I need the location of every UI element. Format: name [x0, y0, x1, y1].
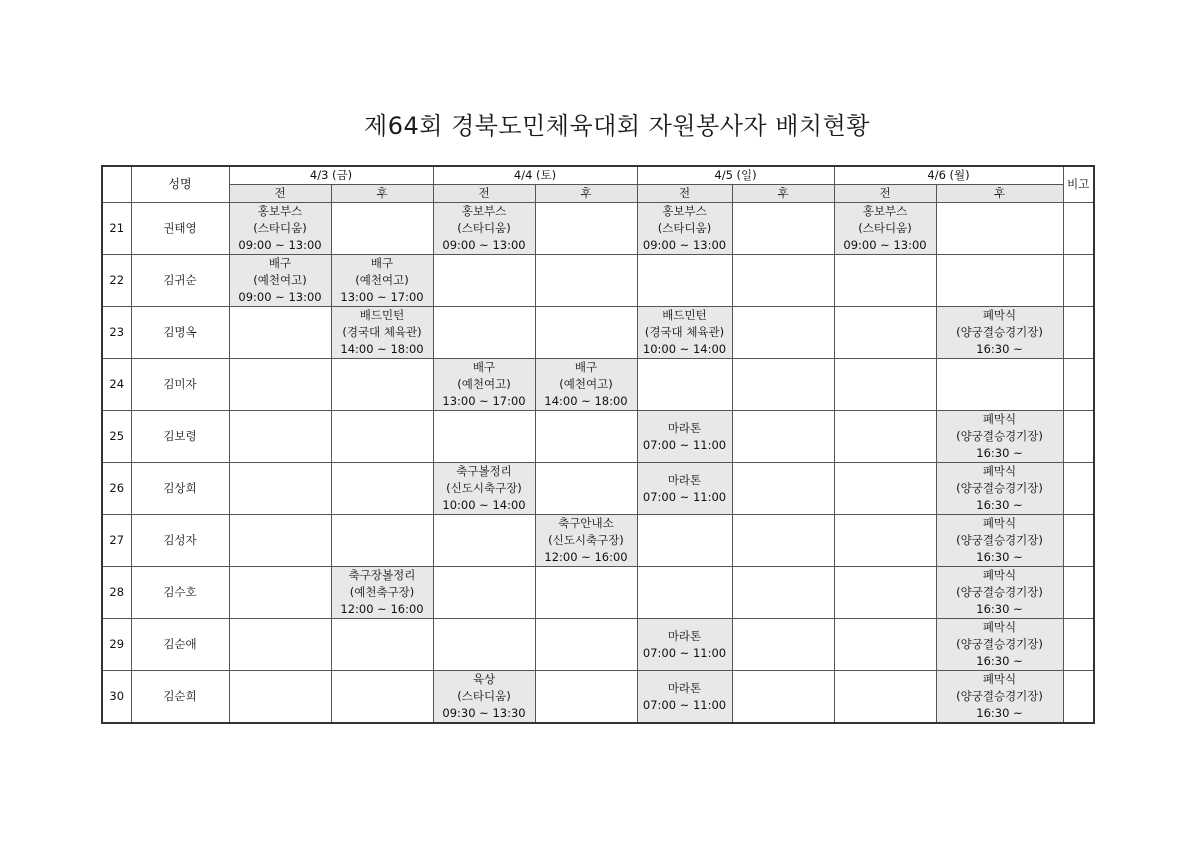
row-number: 21 — [102, 203, 131, 255]
note-cell — [1063, 307, 1094, 359]
schedule-slot — [936, 619, 1063, 671]
table-row — [102, 203, 1094, 255]
schedule-slot — [433, 671, 535, 724]
slot-detail: 09:00 ~ 13:00 — [843, 238, 927, 252]
schedule-slot — [732, 359, 834, 411]
slot-task: 축구안내소 — [558, 516, 614, 530]
slot-detail: (예천여고) — [355, 273, 409, 287]
slot-detail: 16:30 ~ — [976, 550, 1023, 564]
schedule-slot — [535, 515, 637, 567]
slot-detail: (예천여고) — [253, 273, 307, 287]
schedule-slot — [331, 463, 433, 515]
schedule-slot — [229, 515, 331, 567]
slot-detail: (양궁결승경기장) — [956, 533, 1043, 547]
table-row — [102, 515, 1094, 567]
slot-detail: 12:00 ~ 16:00 — [340, 602, 424, 616]
volunteer-name: 김순희 — [131, 671, 229, 724]
row-number: 27 — [102, 515, 131, 567]
schedule-slot — [936, 463, 1063, 515]
slot-detail: 09:30 ~ 13:30 — [442, 706, 526, 720]
schedule-slot — [732, 307, 834, 359]
slot-detail: (예천축구장) — [349, 585, 415, 599]
slot-detail: (스타디움) — [858, 221, 912, 235]
row-number: 24 — [102, 359, 131, 411]
slot-detail: 13:00 ~ 17:00 — [442, 394, 526, 408]
slot-detail: (신도시축구장) — [446, 481, 522, 495]
schedule-slot — [331, 515, 433, 567]
schedule-slot — [936, 255, 1063, 307]
slot-task: 육상 — [472, 672, 496, 686]
schedule-slot — [637, 619, 732, 671]
schedule-slot — [229, 307, 331, 359]
schedule-slot — [433, 307, 535, 359]
header-am: 전 — [637, 185, 732, 203]
slot-detail: (스타디움) — [457, 689, 511, 703]
schedule-slot — [433, 463, 535, 515]
schedule-slot — [834, 359, 936, 411]
schedule-slot — [834, 619, 936, 671]
schedule-slot — [331, 567, 433, 619]
slot-detail: (예천여고) — [559, 377, 613, 391]
row-number: 22 — [102, 255, 131, 307]
schedule-slot — [535, 619, 637, 671]
slot-detail: (양궁결승경기장) — [956, 585, 1043, 599]
slot-detail: (양궁결승경기장) — [956, 637, 1043, 651]
schedule-slot — [535, 203, 637, 255]
table-body — [102, 203, 1094, 724]
note-cell — [1063, 463, 1094, 515]
schedule-slot — [535, 255, 637, 307]
schedule-slot — [732, 619, 834, 671]
schedule-slot — [229, 463, 331, 515]
slot-detail: 09:00 ~ 13:00 — [442, 238, 526, 252]
schedule-slot — [433, 359, 535, 411]
slot-task: 폐막식 — [982, 672, 1017, 686]
schedule-slot — [229, 567, 331, 619]
schedule-slot — [936, 307, 1063, 359]
slot-task: 홍보부스 — [662, 204, 707, 218]
slot-detail: (경국대 체육관) — [342, 325, 422, 339]
slot-task: 마라톤 — [667, 680, 702, 695]
slot-detail: 13:00 ~ 17:00 — [340, 290, 424, 304]
slot-task: 축구장볼정리 — [348, 568, 416, 582]
header-no-cell — [102, 166, 131, 203]
table-row — [102, 255, 1094, 307]
schedule-slot — [732, 255, 834, 307]
slot-detail: 09:00 ~ 13:00 — [238, 290, 322, 304]
slot-detail: 14:00 ~ 18:00 — [340, 342, 424, 356]
volunteer-name: 김귀순 — [131, 255, 229, 307]
header-day-3: 4/5 (일) — [637, 166, 834, 185]
schedule-slot — [535, 567, 637, 619]
slot-task: 배구 — [574, 360, 598, 374]
header-pm: 후 — [331, 185, 433, 203]
schedule-slot — [433, 255, 535, 307]
note-cell — [1063, 255, 1094, 307]
schedule-slot — [637, 359, 732, 411]
slot-task: 마라톤 — [667, 628, 702, 643]
header-day-4: 4/6 (월) — [834, 166, 1063, 185]
note-cell — [1063, 411, 1094, 463]
slot-task: 배구 — [472, 360, 496, 374]
note-cell — [1063, 203, 1094, 255]
schedule-slot — [732, 463, 834, 515]
slot-task: 홍보부스 — [862, 204, 908, 218]
slot-detail: 07:00 ~ 11:00 — [642, 645, 727, 660]
row-number: 23 — [102, 307, 131, 359]
slot-task: 폐막식 — [982, 464, 1017, 478]
table-row — [102, 463, 1094, 515]
slot-detail: 16:30 ~ — [976, 706, 1023, 720]
schedule-slot — [433, 515, 535, 567]
slot-detail: (신도시축구장) — [548, 533, 624, 547]
note-cell — [1063, 359, 1094, 411]
table-row — [102, 671, 1094, 724]
schedule-slot — [331, 307, 433, 359]
schedule-slot — [936, 203, 1063, 255]
schedule-slot — [637, 463, 732, 515]
schedule-slot — [331, 411, 433, 463]
volunteer-name: 김보령 — [131, 411, 229, 463]
schedule-slot — [331, 203, 433, 255]
note-cell — [1063, 671, 1094, 724]
slot-task: 폐막식 — [982, 412, 1017, 426]
schedule-slot — [433, 411, 535, 463]
slot-detail: 09:00 ~ 13:00 — [238, 238, 322, 252]
slot-task: 마라톤 — [667, 472, 702, 487]
header-pm: 후 — [936, 185, 1063, 203]
slot-detail: 16:30 ~ — [976, 498, 1023, 512]
slot-detail: 14:00 ~ 18:00 — [544, 394, 628, 408]
schedule-slot — [229, 619, 331, 671]
row-number: 25 — [102, 411, 131, 463]
slot-detail: 16:30 ~ — [976, 602, 1023, 616]
slot-task: 배구 — [268, 256, 292, 270]
header-am: 전 — [433, 185, 535, 203]
slot-detail: 10:00 ~ 14:00 — [642, 342, 727, 356]
schedule-slot — [834, 671, 936, 724]
slot-task: 폐막식 — [982, 620, 1017, 634]
slot-detail: 10:00 ~ 14:00 — [442, 498, 526, 512]
schedule-slot — [936, 671, 1063, 724]
volunteer-name: 김성자 — [131, 515, 229, 567]
schedule-slot — [732, 411, 834, 463]
table-row — [102, 567, 1094, 619]
slot-detail: 07:00 ~ 11:00 — [642, 697, 727, 712]
schedule-slot — [637, 567, 732, 619]
slot-task: 폐막식 — [982, 568, 1017, 582]
slot-task: 홍보부스 — [461, 204, 507, 218]
volunteer-name: 김상희 — [131, 463, 229, 515]
slot-detail: 16:30 ~ — [976, 342, 1023, 356]
volunteer-name: 김순애 — [131, 619, 229, 671]
schedule-slot — [732, 567, 834, 619]
schedule-slot — [936, 515, 1063, 567]
slot-detail: 12:00 ~ 16:00 — [544, 550, 628, 564]
header-day-1: 4/3 (금) — [229, 166, 433, 185]
schedule-slot — [834, 307, 936, 359]
schedule-slot — [834, 463, 936, 515]
slot-detail: (스타디움) — [457, 221, 511, 235]
schedule-slot — [936, 567, 1063, 619]
volunteer-name: 김수호 — [131, 567, 229, 619]
note-cell — [1063, 567, 1094, 619]
slot-detail: 07:00 ~ 11:00 — [642, 489, 727, 504]
schedule-slot — [936, 359, 1063, 411]
slot-detail: (스타디움) — [657, 221, 712, 235]
row-number: 29 — [102, 619, 131, 671]
schedule-slot — [834, 255, 936, 307]
schedule-slot — [535, 671, 637, 724]
schedule-slot — [331, 671, 433, 724]
header-day-2: 4/4 (토) — [433, 166, 637, 185]
volunteer-schedule-table — [101, 165, 1095, 724]
schedule-slot — [433, 567, 535, 619]
volunteer-name: 김명옥 — [131, 307, 229, 359]
slot-task: 배드민턴 — [662, 308, 707, 322]
slot-task: 축구볼정리 — [456, 464, 512, 478]
table-row — [102, 359, 1094, 411]
table-header — [102, 166, 1094, 203]
schedule-slot — [229, 255, 331, 307]
schedule-slot — [535, 307, 637, 359]
schedule-slot — [637, 515, 732, 567]
row-number: 26 — [102, 463, 131, 515]
slot-task: 배구 — [370, 256, 394, 270]
schedule-slot — [834, 203, 936, 255]
schedule-slot — [834, 515, 936, 567]
schedule-slot — [732, 671, 834, 724]
schedule-slot — [637, 307, 732, 359]
header-pm: 후 — [535, 185, 637, 203]
schedule-slot — [229, 411, 331, 463]
volunteer-name: 권태영 — [131, 203, 229, 255]
header-pm: 후 — [732, 185, 834, 203]
schedule-slot — [732, 203, 834, 255]
schedule-slot — [637, 671, 732, 724]
slot-detail: (예천여고) — [457, 377, 511, 391]
table-row — [102, 619, 1094, 671]
schedule-slot — [331, 619, 433, 671]
page-title: 제64회 경북도민체육대회 자원봉사자 배치현황 — [364, 112, 870, 140]
slot-detail: 09:00 ~ 13:00 — [642, 238, 727, 252]
schedule-slot — [433, 203, 535, 255]
slot-task: 마라톤 — [667, 420, 702, 435]
slot-detail: (양궁결승경기장) — [956, 481, 1043, 495]
schedule-slot — [331, 359, 433, 411]
table-row — [102, 307, 1094, 359]
schedule-slot — [331, 255, 433, 307]
slot-detail: (경국대 체육관) — [644, 325, 725, 339]
schedule-slot — [637, 411, 732, 463]
slot-task: 폐막식 — [982, 516, 1017, 530]
schedule-slot — [229, 203, 331, 255]
slot-detail: (스타디움) — [253, 221, 307, 235]
slot-detail: 16:30 ~ — [976, 446, 1023, 460]
schedule-slot — [834, 411, 936, 463]
table-row — [102, 411, 1094, 463]
slot-task: 배드민턴 — [359, 308, 405, 322]
schedule-slot — [834, 567, 936, 619]
slot-detail: (양궁결승경기장) — [956, 429, 1043, 443]
row-number: 28 — [102, 567, 131, 619]
slot-detail: (양궁결승경기장) — [956, 689, 1043, 703]
schedule-slot — [732, 515, 834, 567]
schedule-slot — [229, 671, 331, 724]
schedule-slot — [637, 203, 732, 255]
slot-detail: 07:00 ~ 11:00 — [642, 437, 727, 452]
header-am: 전 — [229, 185, 331, 203]
note-cell — [1063, 619, 1094, 671]
schedule-slot — [535, 411, 637, 463]
slot-detail: 16:30 ~ — [976, 654, 1023, 668]
slot-detail: (양궁결승경기장) — [956, 325, 1043, 339]
slot-task: 홍보부스 — [257, 204, 303, 218]
schedule-slot — [229, 359, 331, 411]
schedule-slot — [535, 463, 637, 515]
row-number: 30 — [102, 671, 131, 724]
schedule-slot — [936, 411, 1063, 463]
note-cell — [1063, 515, 1094, 567]
schedule-slot — [535, 359, 637, 411]
schedule-slot — [637, 255, 732, 307]
header-am: 전 — [834, 185, 936, 203]
header-note: 비고 — [1063, 166, 1094, 203]
slot-task: 폐막식 — [982, 308, 1017, 322]
header-name: 성명 — [131, 166, 229, 203]
volunteer-name: 김미자 — [131, 359, 229, 411]
schedule-slot — [433, 619, 535, 671]
